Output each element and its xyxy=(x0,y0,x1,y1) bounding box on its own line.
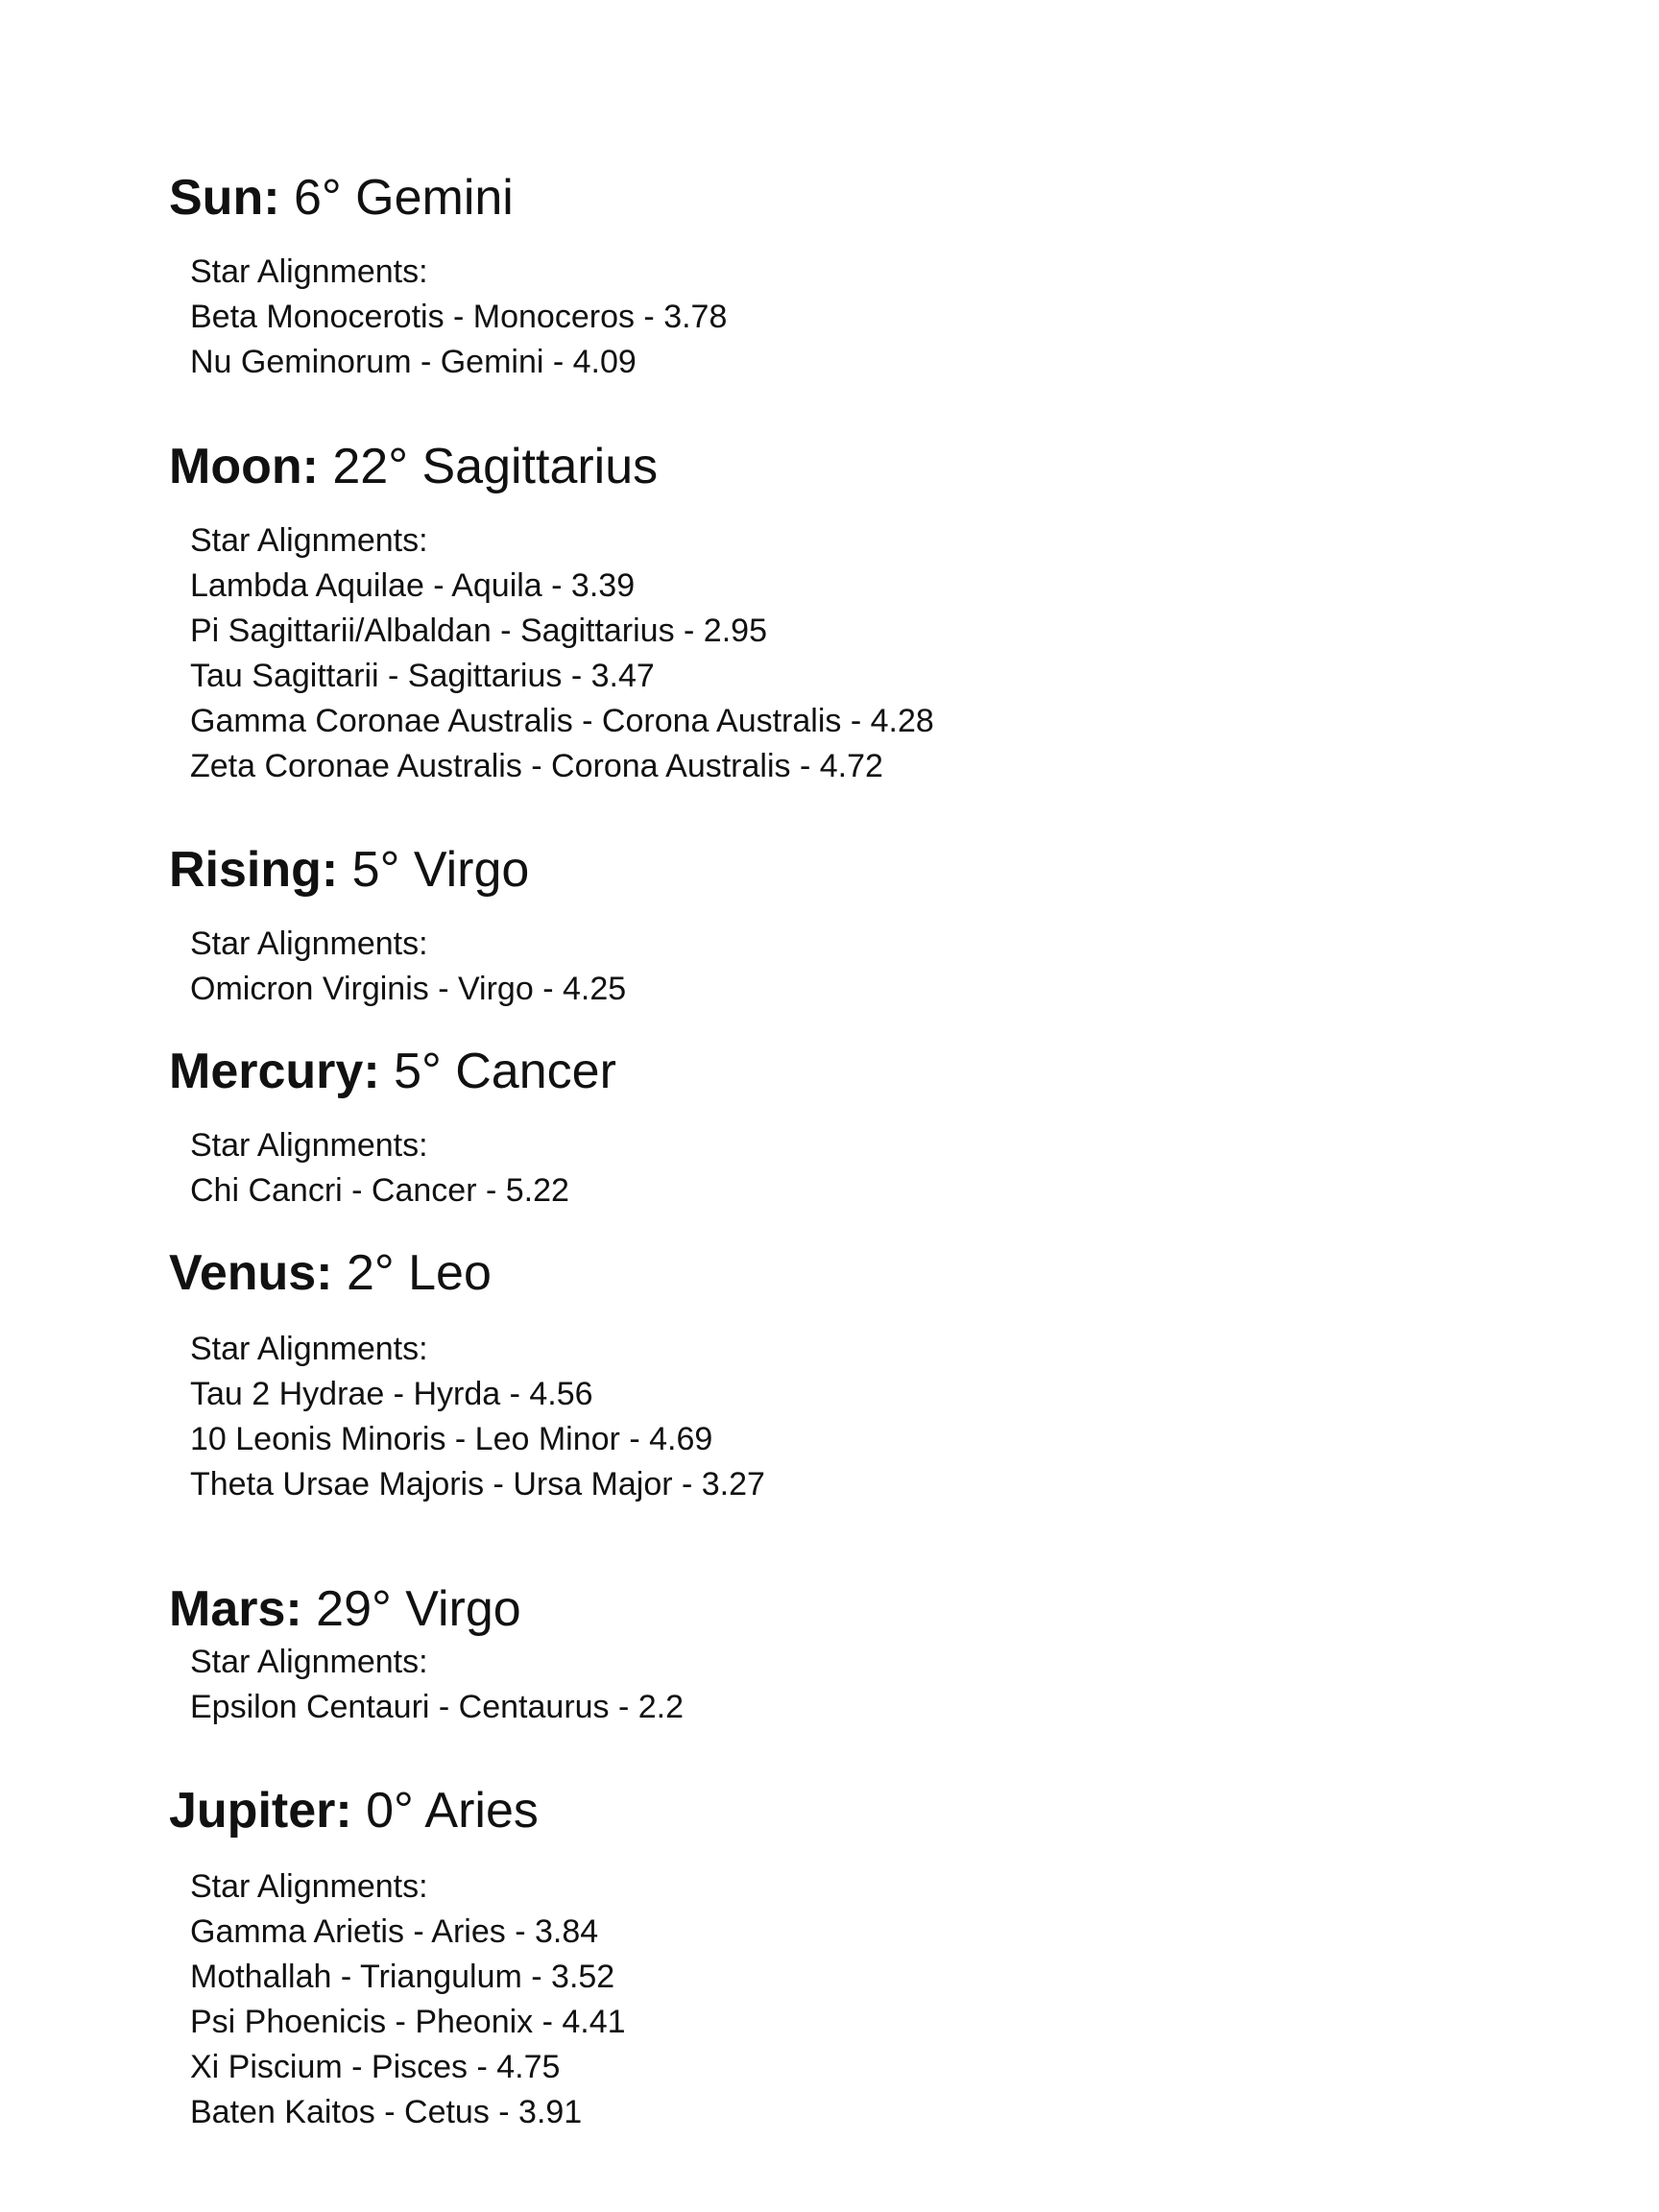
star-alignments-header: Star Alignments: xyxy=(190,1868,428,1905)
placement-jupiter xyxy=(169,1783,1513,2135)
star-alignments-header: Star Alignments: xyxy=(190,1331,428,1367)
star-alignment-list xyxy=(169,1864,1513,2135)
placement-moon xyxy=(169,439,1513,789)
star-alignment-item: Tau Sagittarii - Sagittarius - 3.47 xyxy=(190,658,655,694)
planet-label: Mars: xyxy=(169,1581,302,1637)
star-alignment-item: Omicron Virginis - Virgo - 4.25 xyxy=(190,971,627,1007)
star-alignment-item: Zeta Coronae Australis - Corona Australis - 4.72 xyxy=(190,748,883,784)
star-alignment-item: Epsilon Centauri - Centaurus - 2.2 xyxy=(190,1689,685,1725)
star-alignment-item: Gamma Coronae Australis - Corona Australis - 4.28 xyxy=(190,703,934,739)
planet-label: Mercury: xyxy=(169,1044,380,1099)
star-alignment-item: Psi Phoenicis - Pheonix - 4.41 xyxy=(190,2004,626,2040)
placement-heading xyxy=(169,1783,1513,1839)
star-alignment-list xyxy=(169,518,1513,789)
zodiac-position: 22° Sagittarius xyxy=(332,439,659,494)
placement-venus xyxy=(169,1245,1513,1507)
placement-heading xyxy=(169,842,1513,898)
placement-heading xyxy=(169,1581,1513,1637)
star-alignment-item: Theta Ursae Majoris - Ursa Major - 3.27 xyxy=(190,1466,765,1503)
star-alignment-list xyxy=(169,1327,1513,1507)
placement-heading xyxy=(169,1044,1513,1099)
planet-label: Jupiter: xyxy=(169,1783,352,1839)
star-alignment-list xyxy=(169,922,1513,1012)
star-alignment-item: Chi Cancri - Cancer - 5.22 xyxy=(190,1172,569,1209)
star-alignment-item: Tau 2 Hydrae - Hyrda - 4.56 xyxy=(190,1376,593,1412)
star-alignment-item: Nu Geminorum - Gemini - 4.09 xyxy=(190,344,637,380)
zodiac-position: 2° Leo xyxy=(346,1245,492,1301)
star-alignments-header: Star Alignments: xyxy=(190,522,428,559)
star-alignment-item: Xi Piscium - Pisces - 4.75 xyxy=(190,2049,561,2085)
placement-mars xyxy=(169,1581,1513,1730)
star-alignment-item: Pi Sagittarii/Albaldan - Sagittarius - 2.95 xyxy=(190,613,767,649)
zodiac-position: 0° Aries xyxy=(366,1783,539,1839)
placement-heading xyxy=(169,439,1513,494)
star-alignment-item: Mothallah - Triangulum - 3.52 xyxy=(190,1959,615,1995)
star-alignments-header: Star Alignments: xyxy=(190,253,428,290)
star-alignment-item: Baten Kaitos - Cetus - 3.91 xyxy=(190,2094,583,2130)
star-alignments-header: Star Alignments: xyxy=(190,1644,428,1680)
planet-label: Sun: xyxy=(169,170,280,226)
star-alignment-item: 10 Leonis Minoris - Leo Minor - 4.69 xyxy=(190,1421,713,1457)
star-alignment-item: Gamma Arietis - Aries - 3.84 xyxy=(190,1913,599,1950)
star-alignment-item: Beta Monocerotis - Monoceros - 3.78 xyxy=(190,299,728,335)
star-alignments-header: Star Alignments: xyxy=(190,1127,428,1164)
placement-heading xyxy=(169,170,1513,226)
zodiac-position: 5° Cancer xyxy=(394,1044,616,1099)
placement-sun xyxy=(169,170,1513,385)
star-alignments-header: Star Alignments: xyxy=(190,926,428,962)
zodiac-position: 6° Gemini xyxy=(293,170,514,226)
star-alignment-list xyxy=(169,250,1513,385)
zodiac-position: 5° Virgo xyxy=(351,842,530,898)
zodiac-position: 29° Virgo xyxy=(316,1581,521,1637)
planet-label: Venus: xyxy=(169,1245,333,1301)
placement-heading xyxy=(169,1245,1513,1301)
planet-label: Rising: xyxy=(169,842,339,898)
planet-label: Moon: xyxy=(169,439,319,494)
placement-rising xyxy=(169,842,1513,1012)
placement-mercury xyxy=(169,1046,1513,1214)
star-alignment-list xyxy=(169,1123,1513,1214)
star-alignment-list xyxy=(169,1640,1513,1730)
star-alignment-item: Lambda Aquilae - Aquila - 3.39 xyxy=(190,567,636,604)
